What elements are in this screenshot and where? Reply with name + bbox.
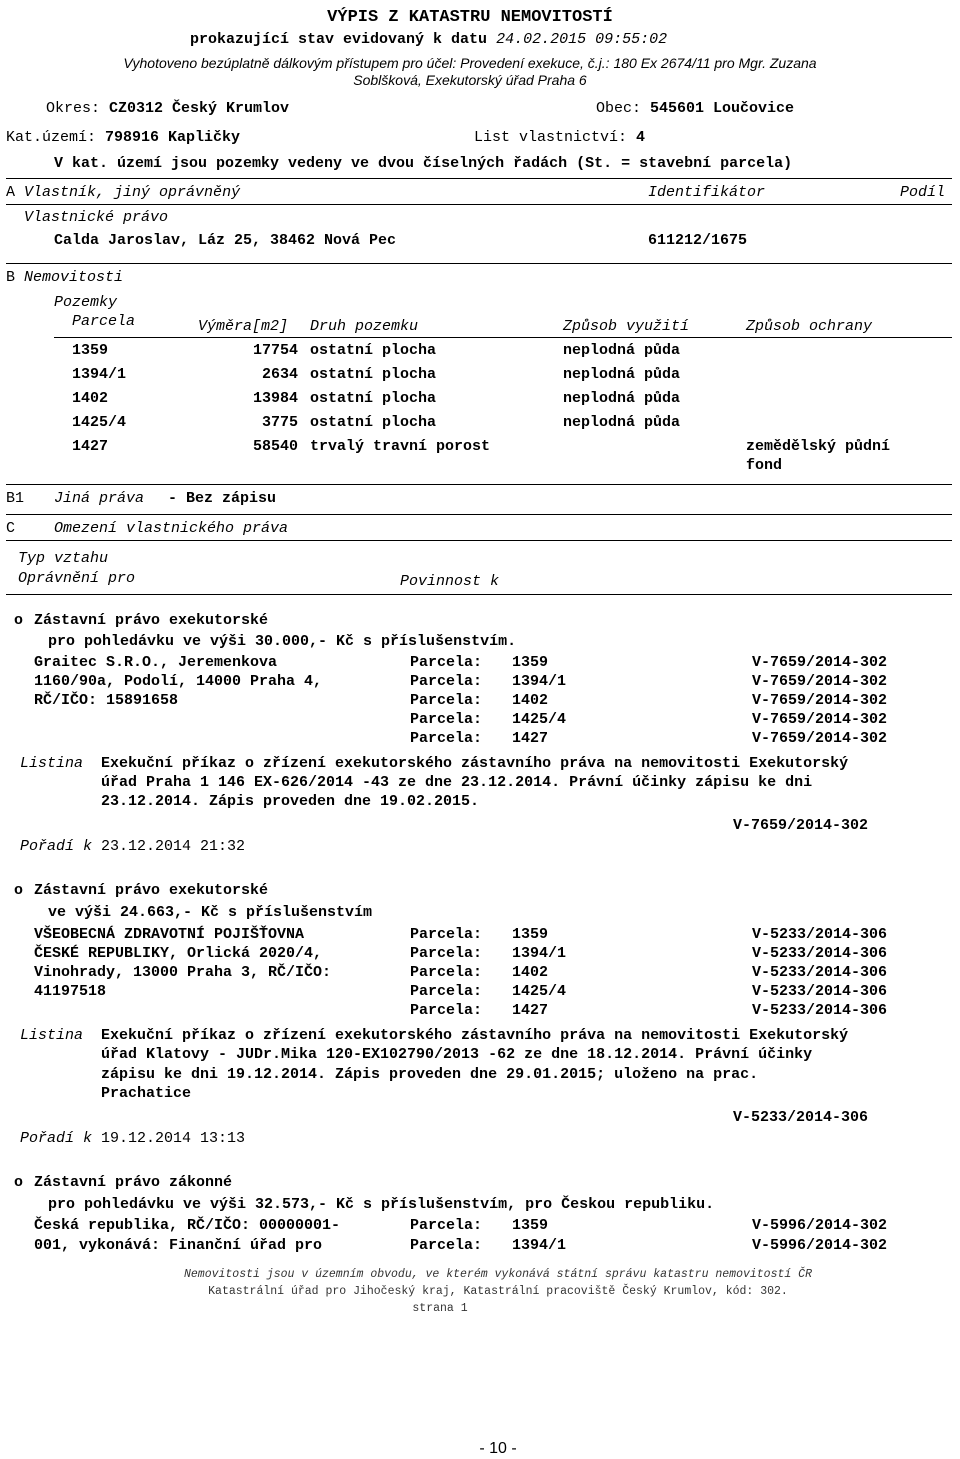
parcel-use: neplodná půda [563, 390, 681, 407]
parcel-number: 1394/1 [512, 1237, 567, 1254]
listina-text: úřad Klatovy - JUDr.Mika 120-EX102790/2013 -62 ze dne 18.12.2014. Právní účinky [101, 1046, 813, 1063]
poradi-value: 19.12.2014 13:13 [101, 1130, 246, 1147]
list-vlastnictvi [474, 129, 645, 146]
divider [6, 204, 952, 205]
parcel-number: 1425/4 [72, 414, 127, 431]
divider [6, 263, 952, 264]
parcel-reference: V-7659/2014-302 [752, 654, 888, 671]
entry-party-line: Graitec S.R.O., Jeremenkova [34, 654, 278, 671]
parcel-area: 58540 [252, 438, 298, 455]
entry-title: Zástavní právo exekutorské [34, 882, 269, 899]
divider [54, 337, 952, 338]
parcel-number: 1359 [72, 342, 109, 359]
divider [6, 514, 952, 515]
parcel-label: Parcela: [410, 730, 483, 747]
divider [6, 594, 952, 595]
divider [6, 178, 952, 179]
katuzemi-value: 798916 Kapličky [105, 129, 241, 146]
entry-party-line: RČ/IČO: 15891658 [34, 692, 179, 709]
parcel-label: Parcela: [410, 1237, 483, 1254]
divider [6, 540, 952, 541]
section-b-letter: B [6, 269, 16, 286]
parcel-number: 1427 [512, 1002, 549, 1019]
parcel-label: Parcela: [410, 1217, 483, 1234]
parcel-reference: V-7659/2014-302 [752, 711, 888, 728]
parcel-use: neplodná půda [563, 414, 681, 431]
parcel-number: 1402 [72, 390, 109, 407]
parcel-area: 3775 [261, 414, 298, 431]
entry-party-line: 41197518 [34, 983, 107, 1000]
parcel-label: Parcela: [410, 1002, 483, 1019]
section-b1-letter: B1 [6, 490, 25, 507]
divider [6, 484, 952, 485]
page-number: - 10 - [479, 1440, 517, 1457]
parcel-label: Parcela: [410, 711, 483, 728]
parcel-label: Parcela: [410, 983, 483, 1000]
parcel-label: Parcela: [410, 654, 483, 671]
col-druh: Druh pozemku [310, 318, 419, 335]
kat-note: V kat. území jsou pozemky vedeny ve dvou číselných řadách (St. = stavební parcela) [54, 155, 793, 172]
povinnost-k-label: Povinnost k [400, 573, 500, 590]
parcel-area: 13984 [252, 390, 298, 407]
section-a-title: Vlastník, jiný oprávněný [24, 184, 241, 201]
parcel-number: 1402 [512, 964, 549, 981]
entry-bullet: o [14, 882, 24, 899]
listina-text: Exekuční příkaz o zřízení exekutorského zástavního práva na nemovitosti Exekutorský [101, 755, 849, 772]
col-identifikator: Identifikátor [648, 184, 766, 201]
section-b-heading [6, 269, 123, 286]
listina-text: Exekuční příkaz o zřízení exekutorského zástavního práva na nemovitosti Exekutorský [101, 1027, 849, 1044]
pozemky-label: Pozemky [54, 294, 118, 311]
col-vyuziti: Způsob využití [563, 318, 690, 335]
entry-party-line: Česká republika, RČ/IČO: 00000001- [34, 1217, 341, 1234]
parcel-use: neplodná půda [563, 366, 681, 383]
section-b-title: Nemovitosti [24, 269, 124, 286]
listina-text: 23.12.2014. Zápis proveden dne 19.02.2015. [101, 793, 480, 810]
generated-line-1: Vyhotoveno bezúplatně dálkovým přístupem pro účel: Provedení exekuce, č.j.: 180 Ex 2674/11 pro Mgr. Zuzana [123, 55, 817, 71]
kat-uzemi [6, 129, 240, 146]
footer-line-3: strana 1 [412, 1302, 468, 1315]
col-podil: Podíl [900, 184, 946, 201]
listina-label: Listina [20, 755, 84, 772]
parcel-label: Parcela: [410, 945, 483, 962]
entry-subtitle: pro pohledávku ve výši 32.573,- Kč s příslušenstvím, pro Českou republiku. [48, 1196, 715, 1213]
parcel-number: 1402 [512, 692, 549, 709]
entry-party-line: Vinohrady, 13000 Praha 3, RČ/IČO: [34, 964, 332, 981]
poradi [20, 1130, 245, 1147]
parcel-number: 1359 [512, 926, 549, 943]
entry-party-line: ČESKÉ REPUBLIKY, Orlická 2020/4, [34, 945, 323, 962]
parcel-reference: V-7659/2014-302 [752, 673, 888, 690]
listina-reference: V-5233/2014-306 [733, 1109, 869, 1126]
lv-label: List vlastnictví: [474, 129, 628, 146]
listina-text: Prachatice [101, 1085, 192, 1102]
col-vymera: Výměra[m2] [198, 318, 289, 335]
parcel-number: 1394/1 [512, 945, 567, 962]
listina-label: Listina [20, 1027, 84, 1044]
parcel-reference: V-5233/2014-306 [752, 1002, 888, 1019]
parcel-reference: V-7659/2014-302 [752, 692, 888, 709]
parcel-reference: V-5233/2014-306 [752, 964, 888, 981]
parcel-label: Parcela: [410, 673, 483, 690]
parcel-number: 1359 [512, 1217, 549, 1234]
parcel-protection: zemědělský půdní [746, 438, 891, 455]
parcel-type: ostatní plocha [310, 366, 437, 383]
poradi-label: Pořadí k [20, 1130, 93, 1147]
entry-party-line: 1160/90a, Podolí, 14000 Praha 4, [34, 673, 323, 690]
subtitle-prefix: prokazující stav evidovaný k datu [190, 31, 488, 48]
section-c-letter: C [6, 520, 16, 537]
col-parcela: Parcela [72, 313, 136, 330]
parcel-number: 1425/4 [512, 711, 567, 728]
owner-name: Calda Jaroslav, Láz 25, 38462 Nová Pec [54, 232, 397, 249]
parcel-number: 1394/1 [72, 366, 127, 383]
lv-value: 4 [636, 129, 646, 146]
parcel-reference: V-5996/2014-302 [752, 1217, 888, 1234]
parcel-reference: V-7659/2014-302 [752, 730, 888, 747]
parcel-type: ostatní plocha [310, 414, 437, 431]
parcel-protection-cont: fond [746, 457, 783, 474]
parcel-type: ostatní plocha [310, 390, 437, 407]
section-a-heading [6, 184, 240, 201]
section-c-title: Omezení vlastnického práva [54, 520, 289, 537]
obec-label: Obec: [596, 100, 642, 117]
section-a-letter: A [6, 184, 16, 201]
parcel-number: 1359 [512, 654, 549, 671]
opravneni-pro-label: Oprávnění pro [18, 570, 136, 587]
listina-text: zápisu ke dni 19.12.2014. Zápis proveden dne 29.01.2015; uloženo na prac. [101, 1066, 759, 1083]
parcel-number: 1427 [72, 438, 109, 455]
parcel-type: trvalý travní porost [310, 438, 491, 455]
entry-bullet: o [14, 1174, 24, 1191]
poradi [20, 838, 245, 855]
footer-line-2: Katastrální úřad pro Jihočeský kraj, Katastrální pracoviště Český Krumlov, kód: 302. [208, 1285, 788, 1298]
katuzemi-label: Kat.území: [6, 129, 97, 146]
listina-text: úřad Praha 1 146 EX-626/2014 -43 ze dne 23.12.2014. Právní účinky zápisu ke dni [101, 774, 813, 791]
section-b1-title: Jiná práva [54, 490, 145, 507]
parcel-number: 1427 [512, 730, 549, 747]
col-ochrana: Způsob ochrany [746, 318, 873, 335]
okres-label: Okres: [46, 100, 101, 117]
parcel-area: 2634 [261, 366, 298, 383]
parcel-label: Parcela: [410, 692, 483, 709]
document-title: VÝPIS Z KATASTRU NEMOVITOSTÍ [327, 8, 613, 27]
parcel-label: Parcela: [410, 926, 483, 943]
obec [596, 100, 794, 117]
entry-title: Zástavní právo exekutorské [34, 612, 269, 629]
poradi-value: 23.12.2014 21:32 [101, 838, 246, 855]
entry-party-line: VŠEOBECNÁ ZDRAVOTNÍ POJIŠŤOVNA [34, 926, 305, 943]
parcel-reference: V-5996/2014-302 [752, 1237, 888, 1254]
entry-party-line: 001, vykonává: Finanční úřad pro [34, 1237, 323, 1254]
parcel-reference: V-5233/2014-306 [752, 945, 888, 962]
listina-reference: V-7659/2014-302 [733, 817, 869, 834]
parcel-type: ostatní plocha [310, 342, 437, 359]
parcel-reference: V-5233/2014-306 [752, 926, 888, 943]
okres [46, 100, 289, 117]
entry-bullet: o [14, 612, 24, 629]
vlastnicke-pravo-label: Vlastnické právo [24, 209, 169, 226]
generated-line-2: Soblšková, Exekutorský úřad Praha 6 [353, 72, 587, 88]
parcel-number: 1394/1 [512, 673, 567, 690]
okres-value: CZ0312 Český Krumlov [109, 100, 290, 117]
owner-identifier: 611212/1675 [648, 232, 748, 249]
entry-title: Zástavní právo zákonné [34, 1174, 233, 1191]
footer-line-1: Nemovitosti jsou v územním obvodu, ve kterém vykonává státní správu katastru nemovitostí ČR [183, 1268, 812, 1281]
entry-subtitle: pro pohledávku ve výši 30.000,- Kč s příslušenstvím. [48, 633, 517, 650]
parcel-area: 17754 [252, 342, 298, 359]
parcel-reference: V-5233/2014-306 [752, 983, 888, 1000]
typ-vztahu-label: Typ vztahu [18, 550, 109, 567]
obec-value: 545601 Loučovice [650, 100, 795, 117]
section-b1-value: - Bez zápisu [168, 490, 277, 507]
parcel-number: 1425/4 [512, 983, 567, 1000]
entry-subtitle: ve výši 24.663,- Kč s příslušenstvím [48, 904, 373, 921]
document-subtitle [190, 31, 667, 48]
parcel-use: neplodná půda [563, 342, 681, 359]
subtitle-date: 24.02.2015 09:55:02 [496, 31, 668, 48]
parcel-label: Parcela: [410, 964, 483, 981]
poradi-label: Pořadí k [20, 838, 93, 855]
